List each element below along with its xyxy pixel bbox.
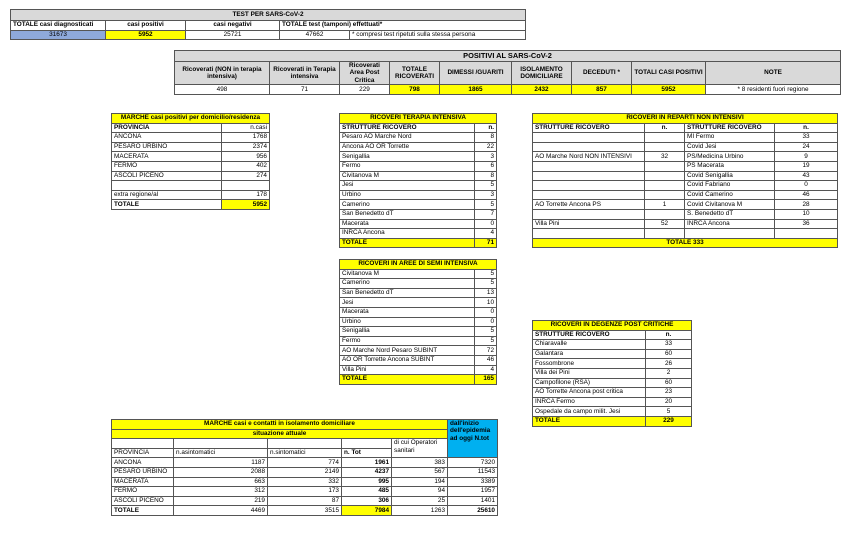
provincia-title: MARCHE casi positivi per domicilio/residenza bbox=[112, 114, 270, 124]
pc-table bbox=[532, 320, 692, 427]
table-row: ANCONA 1768 bbox=[112, 133, 270, 143]
iso-total-operatori: 1263 bbox=[392, 506, 448, 516]
table-row: Chiaravalle 33 bbox=[533, 340, 692, 350]
test-table bbox=[10, 9, 526, 40]
positivi-v-dimessi: 1865 bbox=[440, 85, 512, 95]
iso-total-sint: 3515 bbox=[268, 506, 342, 516]
positivi-h-dimessi: DIMESSI /GUARITI bbox=[440, 62, 512, 85]
positivi-h-totale: TOTALE RICOVERATI bbox=[390, 62, 440, 85]
table-row: FERMO 402 bbox=[112, 161, 270, 171]
ti-col-name: STRUTTURE RICOVERO bbox=[340, 123, 475, 133]
positivi-v-casi: 5952 bbox=[632, 85, 706, 95]
table-row: Villa Pini 52 INRCA Ancona 36 bbox=[533, 219, 838, 229]
table-row: AO Torrette Ancona post critica 23 bbox=[533, 388, 692, 398]
table-row: ANCONA 1187 774 1961 383 7320 bbox=[112, 458, 498, 468]
table-row: San Benedetto dT 13 bbox=[340, 288, 497, 298]
positivi-title: POSITIVI AL SARS-CoV-2 bbox=[175, 51, 841, 62]
table-row: Ospedale da campo milit. Jesi 5 bbox=[533, 407, 692, 417]
positivi-h-note: NOTE bbox=[706, 62, 841, 85]
table-row: Camerino 5 bbox=[340, 279, 497, 289]
positivi-v-postcritica: 229 bbox=[340, 85, 390, 95]
table-row: AO Marche Nord NON INTENSIVI 32 PS/Medicina Urbino 9 bbox=[533, 152, 838, 162]
table-row: PESARO URBINO 2374 bbox=[112, 142, 270, 152]
test-title: TEST PER SARS-CoV-2 bbox=[11, 10, 526, 21]
table-row: Covid Camerino 46 bbox=[533, 190, 838, 200]
positivi-h-casi: TOTALI CASI POSITIVI bbox=[632, 62, 706, 85]
table-row: AO Torrette Ancona PS 1 Covid Civitanova M 28 bbox=[533, 200, 838, 210]
table-row: Fermo 5 bbox=[340, 336, 497, 346]
ni-col-an: n. bbox=[645, 123, 685, 133]
ni-col-a: STRUTTURE RICOVERO bbox=[533, 123, 645, 133]
ni-table bbox=[532, 113, 838, 248]
table-row: MACERATA 956 bbox=[112, 152, 270, 162]
si-total: 165 bbox=[475, 375, 497, 385]
iso-h-asint: n.asintomatici bbox=[174, 448, 268, 458]
table-row: Covid Fabriano 0 bbox=[533, 181, 838, 191]
ti-total-label: TOTALE bbox=[340, 238, 475, 248]
test-header-tamponi: TOTALE test (tamponi) effettuati* bbox=[280, 21, 526, 31]
table-row: Macerata 0 bbox=[340, 219, 497, 229]
table-row: Covid Senigallia 43 bbox=[533, 171, 838, 181]
pc-col-name: STRUTTURE RICOVERO bbox=[533, 330, 646, 340]
provincia-table bbox=[111, 113, 270, 210]
table-row: AO Marche Nord Pesaro SUBINT 72 bbox=[340, 346, 497, 356]
ti-total: 71 bbox=[475, 238, 497, 248]
iso-h-inizio: dall'inizio dell'epidemia ad oggi N.tot bbox=[448, 420, 498, 458]
positivi-h-deceduti: DECEDUTI * bbox=[572, 62, 632, 85]
table-row: PS Macerata 19 bbox=[533, 161, 838, 171]
positivi-h-isolamento: ISOLAMENTO DOMICILIARE bbox=[512, 62, 572, 85]
positivi-v-ricoverati: 498 bbox=[175, 85, 270, 95]
ni-title: RICOVERI IN REPARTI NON INTENSIVI bbox=[533, 114, 838, 124]
test-header-total: TOTALE casi diagnosticati bbox=[11, 21, 106, 31]
table-row: Camerino 5 bbox=[340, 200, 497, 210]
iso-total-inizio: 25610 bbox=[448, 506, 498, 516]
provincia-col-name: PROVINCIA bbox=[112, 123, 222, 133]
iso-h-operatori: di cui Operatori sanitari bbox=[392, 439, 448, 458]
pc-total-label: TOTALE bbox=[533, 416, 646, 426]
ti-col-n: n. bbox=[475, 123, 497, 133]
table-row bbox=[533, 229, 838, 239]
table-row: INRCA Fermo 20 bbox=[533, 397, 692, 407]
table-row: INRCA Ancona 4 bbox=[340, 229, 497, 239]
table-row: Covid Jesi 24 bbox=[533, 142, 838, 152]
table-row: Jesi 10 bbox=[340, 298, 497, 308]
pc-col-n: n. bbox=[646, 330, 692, 340]
table-row: Galantara 60 bbox=[533, 349, 692, 359]
iso-total-asint: 4469 bbox=[174, 506, 268, 516]
iso-total-tot: 7984 bbox=[342, 506, 392, 516]
positivi-v-isolamento: 2432 bbox=[512, 85, 572, 95]
ni-col-b: STRUTTURE RICOVERO bbox=[685, 123, 775, 133]
ti-table bbox=[339, 113, 497, 248]
si-total-label: TOTALE bbox=[340, 375, 475, 385]
provincia-col-n: n.casi bbox=[222, 123, 270, 133]
positivi-h-ricoverati: Ricoverati (NON in terapia intensiva) bbox=[175, 62, 270, 85]
table-row: S. Benedetto dT 10 bbox=[533, 209, 838, 219]
positivi-h-ti: Ricoverati in Terapia intensiva bbox=[270, 62, 340, 85]
positivi-h-postcritica: Ricoverati Area Post Critica bbox=[340, 62, 390, 85]
positivi-v-deceduti: 857 bbox=[572, 85, 632, 95]
si-table bbox=[339, 259, 497, 385]
test-note: * compresi test ripetuti sulla stessa persona bbox=[350, 30, 526, 40]
table-row: Urbino 3 bbox=[340, 190, 497, 200]
iso-subtitle: situazione attuale bbox=[112, 429, 448, 439]
table-row: Senigallia 3 bbox=[340, 152, 497, 162]
table-row: Civitanova M 8 bbox=[340, 171, 497, 181]
iso-total-label: TOTALE bbox=[112, 506, 174, 516]
provincia-total: 5952 bbox=[222, 200, 270, 210]
table-row: MI Fermo 33 bbox=[533, 133, 838, 143]
table-row: Civitanova M 5 bbox=[340, 269, 497, 279]
test-header-negativi: casi negativi bbox=[186, 21, 280, 31]
iso-title: MARCHE casi e contatti in isolamento domiciliare bbox=[112, 420, 448, 430]
table-row: ASCOLI PICENO 219 87 306 25 1401 bbox=[112, 496, 498, 506]
ti-title: RICOVERI TERAPIA INTENSIVA bbox=[340, 114, 497, 124]
table-row: PESARO URBINO 2088 2149 4237 567 11543 bbox=[112, 467, 498, 477]
iso-h-tot: n. Tot bbox=[342, 448, 392, 458]
iso-table bbox=[111, 419, 498, 516]
table-row: AO OR Torrette Ancona SUBINT 46 bbox=[340, 355, 497, 365]
table-row: MACERATA 663 332 995 194 3389 bbox=[112, 477, 498, 487]
table-row: Ancona AO OR Torrette 22 bbox=[340, 142, 497, 152]
iso-h-sint: n.sintomatici bbox=[268, 448, 342, 458]
pc-title: RICOVERI IN DEGENZE POST CRITICHE bbox=[533, 321, 692, 331]
table-row: Jesi 5 bbox=[340, 181, 497, 191]
table-row: Fermo 6 bbox=[340, 161, 497, 171]
test-value-positivi: 5952 bbox=[106, 30, 186, 40]
table-row: Fossombrone 26 bbox=[533, 359, 692, 369]
table-row: ASCOLI PICENO 274 bbox=[112, 171, 270, 181]
table-row: Macerata 0 bbox=[340, 307, 497, 317]
ni-total: TOTALE 333 bbox=[533, 238, 838, 248]
table-row: extra regione/al 178 bbox=[112, 190, 270, 200]
test-value-total: 31673 bbox=[11, 30, 106, 40]
test-value-negativi: 25721 bbox=[186, 30, 280, 40]
table-row: FERMO 312 173 485 94 1957 bbox=[112, 487, 498, 497]
ni-col-bn: n. bbox=[775, 123, 838, 133]
table-row bbox=[112, 181, 270, 191]
test-value-tamponi: 47662 bbox=[280, 30, 350, 40]
table-row: Pesaro AO Marche Nord 8 bbox=[340, 133, 497, 143]
iso-h-prov: PROVINCIA bbox=[112, 448, 174, 458]
table-row: Campofilone (RSA) 60 bbox=[533, 378, 692, 388]
si-title: RICOVERI IN AREE DI SEMI INTENSIVA bbox=[340, 260, 497, 270]
table-row: Villa Pini 4 bbox=[340, 365, 497, 375]
pc-total: 229 bbox=[646, 416, 692, 426]
positivi-v-note: * 8 residenti fuori regione bbox=[706, 85, 841, 95]
positivi-table bbox=[174, 50, 841, 95]
provincia-total-label: TOTALE bbox=[112, 200, 222, 210]
table-row: Villa dei Pini 2 bbox=[533, 368, 692, 378]
positivi-v-totale: 798 bbox=[390, 85, 440, 95]
table-row: San Benedetto dT 7 bbox=[340, 209, 497, 219]
positivi-v-ti: 71 bbox=[270, 85, 340, 95]
table-row: Urbino 0 bbox=[340, 317, 497, 327]
test-header-positivi: casi positivi bbox=[106, 21, 186, 31]
table-row: Senigallia 5 bbox=[340, 327, 497, 337]
